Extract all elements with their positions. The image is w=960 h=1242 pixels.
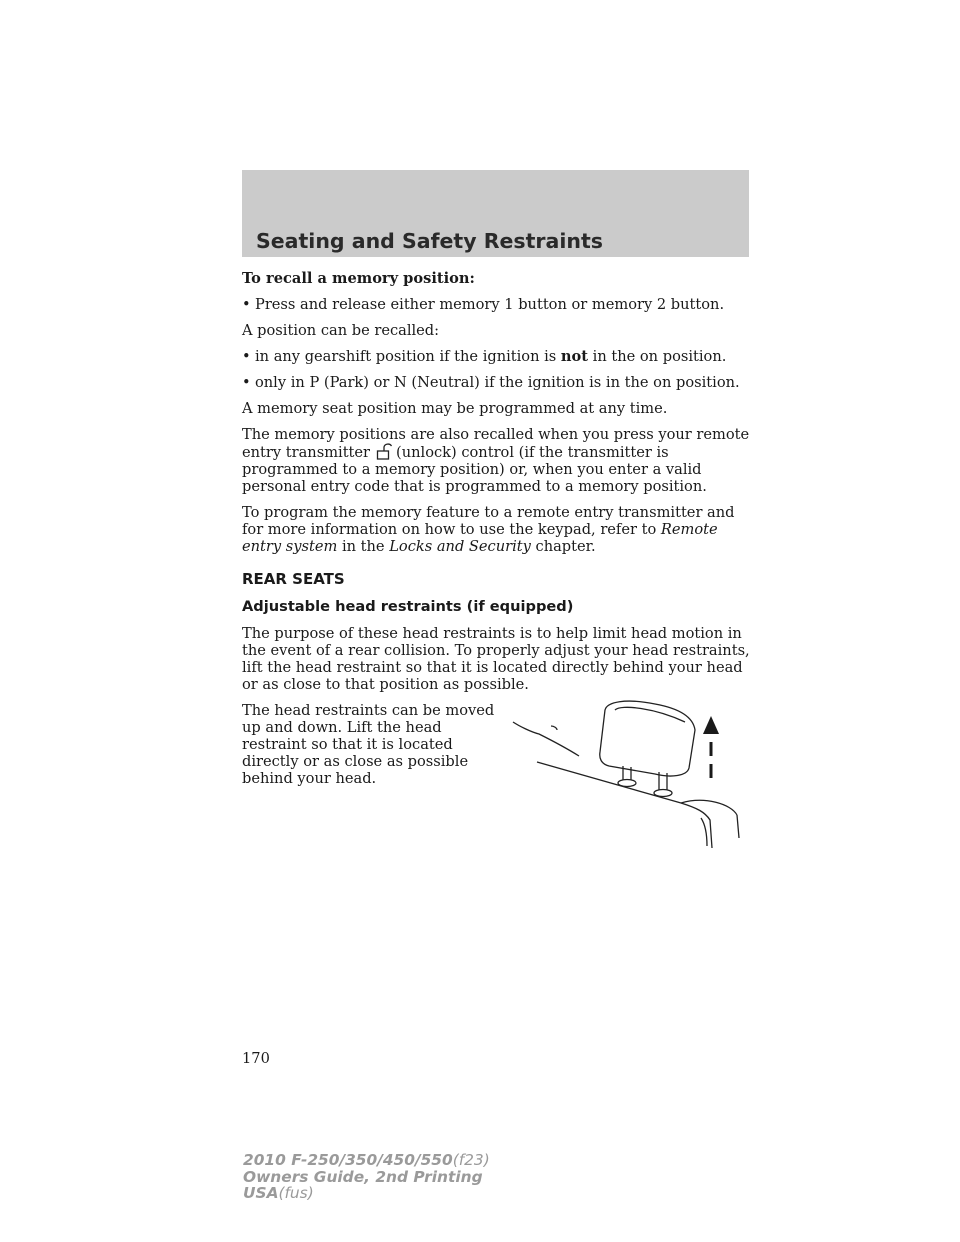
unlock-icon: [376, 443, 392, 460]
paragraph-moved: The head restraints can be moved up and down. Lift the head restraint so that it is located directly or as close as possible behind your head.: [242, 702, 495, 787]
bullet-dot: •: [242, 348, 251, 365]
paragraph-remote: The memory positions are also recalled when you press your remote entry transmitter (unlock) control (if the transmitter is programmed to a memory position) or, when you enter a valid personal entry code that is programmed to a memory position.: [242, 426, 750, 495]
bullet-text: only in P (Park) or N (Neutral) if the ignition is in the on position.: [255, 374, 740, 391]
rear-seats-title: REAR SEATS: [242, 570, 345, 588]
recall-intro: A position can be recalled:: [242, 322, 440, 339]
head-restraint-illustration: [505, 700, 745, 850]
paragraph-any-time: A memory seat position may be programmed at any time.: [242, 400, 668, 417]
chapter-locks-security: Locks and Security: [389, 538, 531, 555]
footer-model: 2010 F-250/350/450/550(f23): [243, 1151, 490, 1169]
bullet-text: Press and release either memory 1 button or memory 2 button.: [255, 296, 725, 313]
emphasis-not: not: [560, 348, 589, 365]
up-arrow-icon: [703, 716, 719, 778]
bullet-item: [242, 348, 752, 365]
link-remote-entry-system: Remote entry system: [242, 521, 718, 555]
bullet-item: [242, 374, 752, 391]
footer-region: USA(fus): [243, 1184, 314, 1202]
footer-guide: Owners Guide, 2nd Printing: [243, 1167, 483, 1186]
bullet-dot: •: [242, 296, 251, 313]
head-restraints-subtitle: Adjustable head restraints (if equipped): [242, 598, 574, 615]
recall-heading: To recall a memory position:: [242, 270, 475, 287]
paragraph-purpose: The purpose of these head restraints is to help limit head motion in the event of a rear collision. To properly adjust your head restraints, lift the head restraint so that it is located directly behind your head or as close to that position as possible.: [242, 625, 750, 693]
bullet-text: in any gearshift position if the ignition is not in the on position.: [255, 348, 727, 365]
page-number: 170: [242, 1050, 270, 1067]
bullet-dot: •: [242, 374, 251, 391]
paragraph-program: To program the memory feature to a remote entry transmitter and for more information on how to use the keypad, refer to Remote entry system in the Locks and Security chapter.: [242, 504, 735, 555]
document-footer: [243, 1152, 490, 1202]
section-title: Seating and Safety Restraints: [256, 229, 603, 253]
bullet-item: [242, 296, 752, 313]
